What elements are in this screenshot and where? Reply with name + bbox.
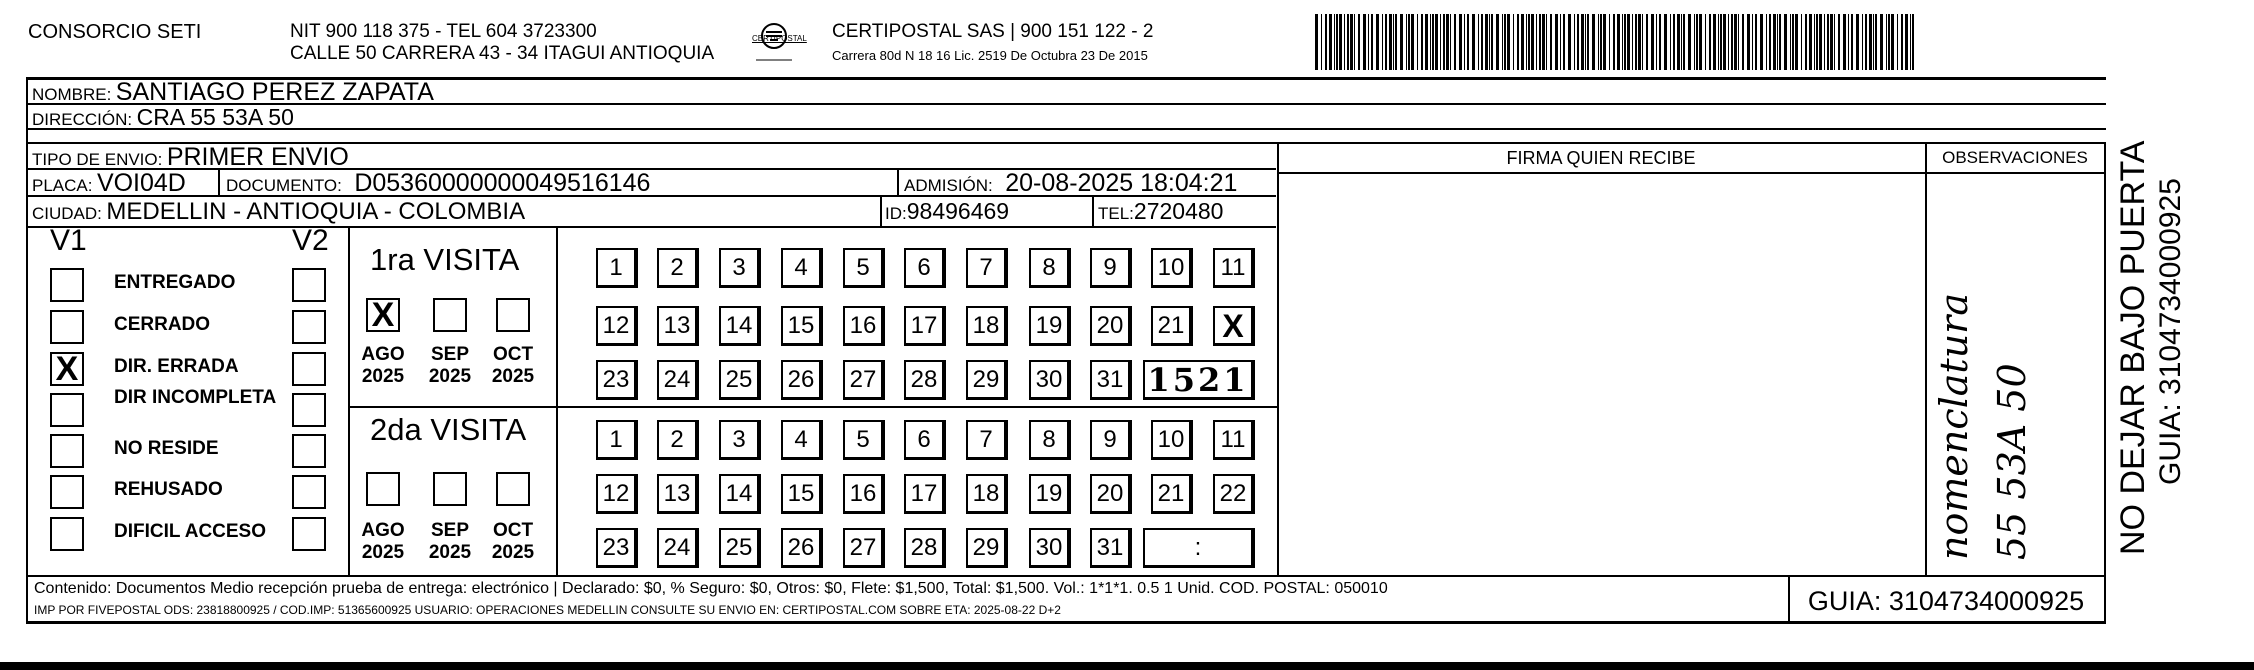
barcode-bar [1354, 14, 1355, 70]
day-box[interactable]: 26 [781, 528, 823, 568]
documento-cell [226, 169, 650, 198]
day-box[interactable]: 2 [657, 248, 699, 288]
day-box[interactable]: 28 [904, 528, 946, 568]
barcode-bar [1869, 14, 1872, 70]
day-box[interactable]: 23 [596, 360, 638, 400]
certipostal-address: Carrera 80d N 18 16 Lic. 2519 De Octubra 23 De 2015 [832, 48, 1148, 63]
barcode-bar [1677, 14, 1680, 70]
day-box[interactable]: 31 [1090, 360, 1132, 400]
day-box[interactable]: 12 [596, 306, 638, 346]
barcode-bar [1816, 14, 1818, 70]
tipo-label: TIPO DE ENVIO: [32, 150, 163, 169]
nombre-value: SANTIAGO PEREZ ZAPATA [115, 78, 434, 106]
barcode-bar [1315, 14, 1318, 70]
barcode-bar [1440, 14, 1441, 70]
day-box[interactable]: 15 [781, 306, 823, 346]
day-box[interactable]: 17 [904, 474, 946, 514]
day-box[interactable]: 26 [781, 360, 823, 400]
day-box[interactable]: 29 [966, 360, 1008, 400]
barcode-bar [1421, 14, 1423, 70]
nit-line: NIT 900 118 375 - TEL 604 3723300 [290, 21, 597, 42]
day-box[interactable]: 13 [657, 306, 699, 346]
barcode-bar [1720, 14, 1722, 70]
nombre-row [32, 78, 434, 107]
day-box[interactable]: 22 [1213, 474, 1255, 514]
barcode-bar [1411, 14, 1414, 70]
month-checkbox[interactable] [433, 472, 467, 506]
barcode-bar [1425, 14, 1428, 70]
barcode-bar [1539, 14, 1541, 70]
day-box[interactable]: 10 [1151, 248, 1193, 288]
day-box[interactable]: X [1213, 306, 1255, 346]
barcode-bar [1627, 14, 1630, 70]
barcode-bar [1568, 14, 1571, 70]
day-box[interactable]: 14 [719, 306, 761, 346]
id-cell [885, 198, 1009, 225]
barcode-bar [1478, 14, 1479, 70]
day-box[interactable]: 12 [596, 474, 638, 514]
barcode-bar [1830, 14, 1833, 70]
tel-value: 2720480 [1133, 198, 1224, 224]
observation-line-1: nomenclatura [1932, 292, 1976, 560]
logo-caption: CERTIPOSTAL [752, 34, 807, 43]
barcode-bar [1400, 14, 1403, 70]
barcode-bar [1489, 14, 1490, 70]
barcode-bar [1371, 14, 1373, 70]
status-v2-checkbox[interactable] [292, 310, 326, 344]
barcode-bar [1389, 14, 1392, 70]
status-label: REHUSADO [114, 479, 223, 500]
page-edge [0, 662, 2254, 670]
barcode-bar [1550, 14, 1552, 70]
barcode-bar [1681, 14, 1682, 70]
barcode-bar [1592, 14, 1595, 70]
status-v2-checkbox[interactable] [292, 434, 326, 468]
barcode-bar [1450, 14, 1451, 70]
barcode-bar [1851, 14, 1853, 70]
barcode-bar [1577, 14, 1579, 70]
barcode-bar [1642, 14, 1643, 70]
observation-line-2: 55 53A 50 [1990, 363, 2034, 560]
day-box[interactable]: 20 [1090, 306, 1132, 346]
barcode-bar [1574, 14, 1575, 70]
status-v1-checkbox[interactable] [50, 393, 84, 427]
month-checkbox[interactable] [433, 298, 467, 332]
barcode-bar [1805, 14, 1807, 70]
barcode-bar [1507, 14, 1510, 70]
barcode-bar [1376, 14, 1379, 70]
day-box[interactable]: 4 [781, 248, 823, 288]
day-box[interactable]: 6 [904, 420, 946, 460]
visit1-title: 1ra VISITA [370, 242, 520, 277]
id-value: 98496469 [906, 198, 1010, 224]
month-checkbox[interactable]: X [366, 298, 400, 332]
month-checkbox[interactable] [496, 298, 530, 332]
day-box[interactable]: 3 [719, 248, 761, 288]
barcode-bar [1321, 14, 1322, 70]
barcode-bar [1880, 14, 1883, 70]
barcode-bar [1395, 14, 1397, 70]
status-v1-checkbox[interactable] [50, 434, 84, 468]
month-checkbox[interactable] [366, 472, 400, 506]
barcode-bar [1443, 14, 1445, 70]
day-box[interactable]: 7 [966, 420, 1008, 460]
barcode-bar [1563, 14, 1565, 70]
barcode-bar [1673, 14, 1675, 70]
barcode-bar [1536, 14, 1537, 70]
day-box[interactable]: 1 [596, 248, 638, 288]
barcode-bar [1334, 14, 1335, 70]
status-label: DIR INCOMPLETA [114, 387, 277, 408]
barcode-bar [1891, 14, 1894, 70]
barcode-bar [1848, 14, 1849, 70]
barcode-bar [1862, 14, 1863, 70]
barcode-bar [1784, 14, 1787, 70]
day-box[interactable]: 30 [1029, 528, 1071, 568]
day-box[interactable]: 11 [1213, 420, 1255, 460]
day-box[interactable]: 28 [904, 360, 946, 400]
documento-label: DOCUMENTO: [226, 176, 342, 195]
day-box[interactable]: 2 [657, 420, 699, 460]
day-box[interactable]: 5 [843, 420, 885, 460]
barcode-bar [1336, 14, 1338, 70]
day-box[interactable]: 13 [657, 474, 699, 514]
barcode-bar [1752, 14, 1753, 70]
status-label: ENTREGADO [114, 272, 236, 293]
barcode-bar [1382, 14, 1383, 70]
placa-cell [32, 169, 186, 198]
barcode-bar [1760, 14, 1763, 70]
ciudad-label: CIUDAD: [32, 204, 102, 223]
barcode-bar [1517, 14, 1519, 70]
day-box[interactable]: 16 [843, 474, 885, 514]
barcode-bar [1613, 14, 1615, 70]
barcode-bar [1546, 14, 1547, 70]
status-v2-checkbox[interactable] [292, 475, 326, 509]
barcode-bar [1688, 14, 1691, 70]
day-box[interactable]: 7 [966, 248, 1008, 288]
admision-value: 20-08-2025 18:04:21 [1005, 169, 1238, 197]
barcode-bar [1795, 14, 1798, 70]
barcode-bar [1581, 14, 1584, 70]
barcode-bar [1731, 14, 1733, 70]
barcode-bar [1417, 14, 1418, 70]
barcode-bar [1531, 14, 1534, 70]
barcode-bar [1393, 14, 1394, 70]
certipostal-line: CERTIPOSTAL SAS | 900 151 122 - 2 [832, 21, 1154, 42]
barcode-bar [1432, 14, 1434, 70]
barcode-bar [1705, 14, 1706, 70]
barcode-bar [1651, 14, 1654, 70]
barcode-bar [1622, 14, 1623, 70]
ciudad-cell [32, 198, 525, 226]
day-box[interactable]: 27 [843, 360, 885, 400]
barcode-bar [1773, 14, 1776, 70]
barcode-bar [1888, 14, 1890, 70]
barcode-bar [1609, 14, 1610, 70]
barcode-bar [1905, 14, 1908, 70]
barcode-bar [1865, 14, 1867, 70]
status-label: DIR. ERRADA [114, 356, 239, 377]
barcode-bar [1738, 14, 1739, 70]
day-box[interactable]: 15 [781, 474, 823, 514]
barcode-bar [1897, 14, 1898, 70]
day-box[interactable]: 9 [1090, 248, 1132, 288]
day-box[interactable]: 6 [904, 248, 946, 288]
ciudad-value: MEDELLIN - ANTIOQUIA - COLOMBIA [106, 198, 526, 225]
barcode-bar [1502, 14, 1503, 70]
barcode-bar [1814, 14, 1815, 70]
barcode-bar [1542, 14, 1545, 70]
barcode-bar [1363, 14, 1366, 70]
barcode-bar [1728, 14, 1729, 70]
status-label: DIFICIL ACCESO [114, 521, 267, 542]
barcode-bar [1819, 14, 1822, 70]
status-v2-checkbox[interactable] [292, 352, 326, 386]
day-box[interactable]: 30 [1029, 360, 1071, 400]
day-box[interactable]: 8 [1029, 248, 1071, 288]
barcode-bar [1430, 14, 1431, 70]
barcode-bar [1585, 14, 1586, 70]
day-box[interactable]: 1 [596, 420, 638, 460]
day-box[interactable]: 14 [719, 474, 761, 514]
footer-print-info: IMP POR FIVEPOSTAL ODS: 23818800925 / COD.IMP: 51365600925 USUARIO: OPERACIONES MEDELLIN CONSULTE SU ENVIO EN: CERTIPOSTAL.COM SOBRE ETA: 2025-08-22 D+2 [34, 603, 1061, 617]
day-box[interactable]: 19 [1029, 306, 1071, 346]
barcode-bar [1521, 14, 1524, 70]
nombre-label: NOMBRE: [32, 85, 112, 104]
day-box[interactable]: 3 [719, 420, 761, 460]
barcode-bar [1769, 14, 1771, 70]
time-box[interactable]: : [1143, 528, 1255, 568]
barcode-bar [1635, 14, 1637, 70]
certipostal-logo-icon [750, 20, 807, 66]
status-v1-checkbox[interactable] [50, 268, 84, 302]
firma-header: FIRMA QUIEN RECIBE [1506, 148, 1696, 168]
barcode-bar [1834, 14, 1835, 70]
placa-value: VOI04D [96, 169, 186, 197]
month-label: SEP 2025 [428, 520, 472, 563]
side-warning: NO DEJAR BAJO PUERTA [2114, 140, 2152, 555]
status-label: NO RESIDE [114, 438, 219, 459]
barcode-bar [1555, 14, 1558, 70]
day-box[interactable]: 25 [719, 360, 761, 400]
barcode-bar [1747, 14, 1750, 70]
barcode-bar [1801, 14, 1802, 70]
barcode-bar [1656, 14, 1657, 70]
footer-content: Contenido: Documentos Medio recepción prueba de entrega: electrónico | Declarado: $0, % Seguro: $0, Otros: $0, Flete: $1,500, Total: $1,500. Vol.: 1*1*1. 0.5 1 Unid. COD. POSTAL: 050010 [34, 580, 1388, 597]
barcode-bar [1875, 14, 1877, 70]
status-v1-checkbox[interactable] [50, 310, 84, 344]
barcode-bar [1472, 14, 1475, 70]
status-v1-checkbox[interactable] [50, 517, 84, 551]
tipo-value: PRIMER ENVIO [166, 143, 349, 171]
day-box[interactable]: 18 [966, 474, 1008, 514]
barcode-bar [1873, 14, 1874, 70]
address-line: CALLE 50 CARRERA 43 - 34 ITAGUI ANTIOQUIA [290, 43, 715, 64]
status-v1-checkbox[interactable]: X [50, 352, 84, 386]
barcode-bar [1912, 14, 1914, 70]
side-guia: GUIA: 3104734000925 [2154, 178, 2187, 485]
barcode-bar [1790, 14, 1791, 70]
time-box[interactable]: 1521 [1143, 360, 1255, 400]
day-box[interactable]: 4 [781, 420, 823, 460]
barcode-bar [1646, 14, 1648, 70]
documento-value: D05360000000049516146 [354, 169, 651, 197]
day-box[interactable]: 24 [657, 360, 699, 400]
month-label: OCT 2025 [491, 344, 535, 387]
barcode-bar [1446, 14, 1449, 70]
day-box[interactable]: 19 [1029, 474, 1071, 514]
footer-guia: GUIA: 3104734000925 [1807, 586, 2085, 616]
barcode-bar [1406, 14, 1407, 70]
barcode-bar [1459, 14, 1462, 70]
barcode-bar [1755, 14, 1757, 70]
barcode-bar [1843, 14, 1846, 70]
barcode-bar [1491, 14, 1493, 70]
tipo-row [32, 143, 349, 172]
barcode-bar [1910, 14, 1911, 70]
barcode-bar [1598, 14, 1599, 70]
visit2-title: 2da VISITA [370, 412, 527, 447]
barcode-bar [1329, 14, 1332, 70]
barcode [1315, 14, 1945, 70]
barcode-bar [1777, 14, 1778, 70]
barcode-bar [1856, 14, 1859, 70]
barcode-bar [1709, 14, 1711, 70]
barcode-bar [1792, 14, 1794, 70]
barcode-bar [1886, 14, 1887, 70]
day-box[interactable]: 17 [904, 306, 946, 346]
month-label: AGO 2025 [361, 344, 405, 387]
day-box[interactable]: 27 [843, 528, 885, 568]
barcode-bar [1513, 14, 1514, 70]
barcode-bar [1713, 14, 1716, 70]
tel-cell [1098, 198, 1223, 225]
month-label: SEP 2025 [428, 344, 472, 387]
barcode-bar [1670, 14, 1671, 70]
barcode-bar [1408, 14, 1410, 70]
barcode-bar [1632, 14, 1633, 70]
barcode-bar [1824, 14, 1825, 70]
direccion-row [32, 104, 294, 131]
barcode-bar [1504, 14, 1506, 70]
barcode-bar [1734, 14, 1737, 70]
v2-header: V2 [292, 224, 329, 257]
barcode-bar [1699, 14, 1702, 70]
barcode-bar [1485, 14, 1488, 70]
barcode-bar [1496, 14, 1499, 70]
status-v2-checkbox[interactable] [292, 517, 326, 551]
barcode-bar [1347, 14, 1349, 70]
barcode-bar [1779, 14, 1781, 70]
barcode-bar [1718, 14, 1719, 70]
day-box[interactable]: 21 [1151, 306, 1193, 346]
day-box[interactable]: 24 [657, 528, 699, 568]
barcode-bar [1481, 14, 1483, 70]
month-label: OCT 2025 [491, 520, 535, 563]
day-box[interactable]: 8 [1029, 420, 1071, 460]
status-v2-checkbox[interactable] [292, 268, 326, 302]
observaciones-header: OBSERVACIONES [1942, 148, 2088, 167]
barcode-bar [1368, 14, 1369, 70]
barcode-bar [1766, 14, 1767, 70]
barcode-bar [1694, 14, 1695, 70]
company-name: CONSORCIO SETI [28, 21, 202, 43]
v1-header: V1 [50, 224, 87, 257]
day-box[interactable]: 23 [596, 528, 638, 568]
day-box[interactable]: 29 [966, 528, 1008, 568]
status-v2-checkbox[interactable] [292, 393, 326, 427]
barcode-bar [1435, 14, 1438, 70]
barcode-bar [1696, 14, 1698, 70]
barcode-bar [1827, 14, 1829, 70]
day-box[interactable]: 31 [1090, 528, 1132, 568]
barcode-bar [1838, 14, 1840, 70]
day-box[interactable]: 5 [843, 248, 885, 288]
barcode-bar [1603, 14, 1606, 70]
barcode-bar [1344, 14, 1345, 70]
barcode-bar [1901, 14, 1903, 70]
month-label: AGO 2025 [361, 520, 405, 563]
barcode-bar [1339, 14, 1342, 70]
day-box[interactable]: 20 [1090, 474, 1132, 514]
admision-label: ADMISIÓN: [904, 176, 993, 195]
barcode-bar [1464, 14, 1465, 70]
barcode-bar [1683, 14, 1685, 70]
day-box[interactable]: 9 [1090, 420, 1132, 460]
day-box[interactable]: 21 [1151, 474, 1193, 514]
barcode-bar [1659, 14, 1661, 70]
direccion-value: CRA 55 53A 50 [136, 104, 294, 130]
barcode-bar [1528, 14, 1530, 70]
month-checkbox[interactable] [496, 472, 530, 506]
day-box[interactable]: 10 [1151, 420, 1193, 460]
barcode-bar [1467, 14, 1469, 70]
day-box[interactable]: 25 [719, 528, 761, 568]
barcode-bar [1385, 14, 1387, 70]
placa-label: PLACA: [32, 176, 93, 195]
barcode-bar [1350, 14, 1353, 70]
id-label: ID: [885, 204, 907, 223]
day-box[interactable]: 11 [1213, 248, 1255, 288]
day-box[interactable]: 16 [843, 306, 885, 346]
barcode-bar [1587, 14, 1589, 70]
barcode-bar [1742, 14, 1744, 70]
status-v1-checkbox[interactable] [50, 475, 84, 509]
barcode-bar [1809, 14, 1812, 70]
barcode-bar [1624, 14, 1626, 70]
barcode-bar [1526, 14, 1527, 70]
barcode-bar [1600, 14, 1602, 70]
barcode-bar [1358, 14, 1360, 70]
barcode-bar [1617, 14, 1620, 70]
barcode-bar [1723, 14, 1726, 70]
barcode-bar [1325, 14, 1327, 70]
day-box[interactable]: 18 [966, 306, 1008, 346]
barcode-bar [1454, 14, 1456, 70]
direccion-label: DIRECCIÓN: [32, 110, 133, 129]
tel-label: TEL: [1098, 204, 1134, 223]
admision-cell [904, 169, 1237, 198]
barcode-bar [1664, 14, 1667, 70]
barcode-bar [1560, 14, 1561, 70]
status-label: CERRADO [114, 314, 211, 335]
barcode-bar [1638, 14, 1641, 70]
